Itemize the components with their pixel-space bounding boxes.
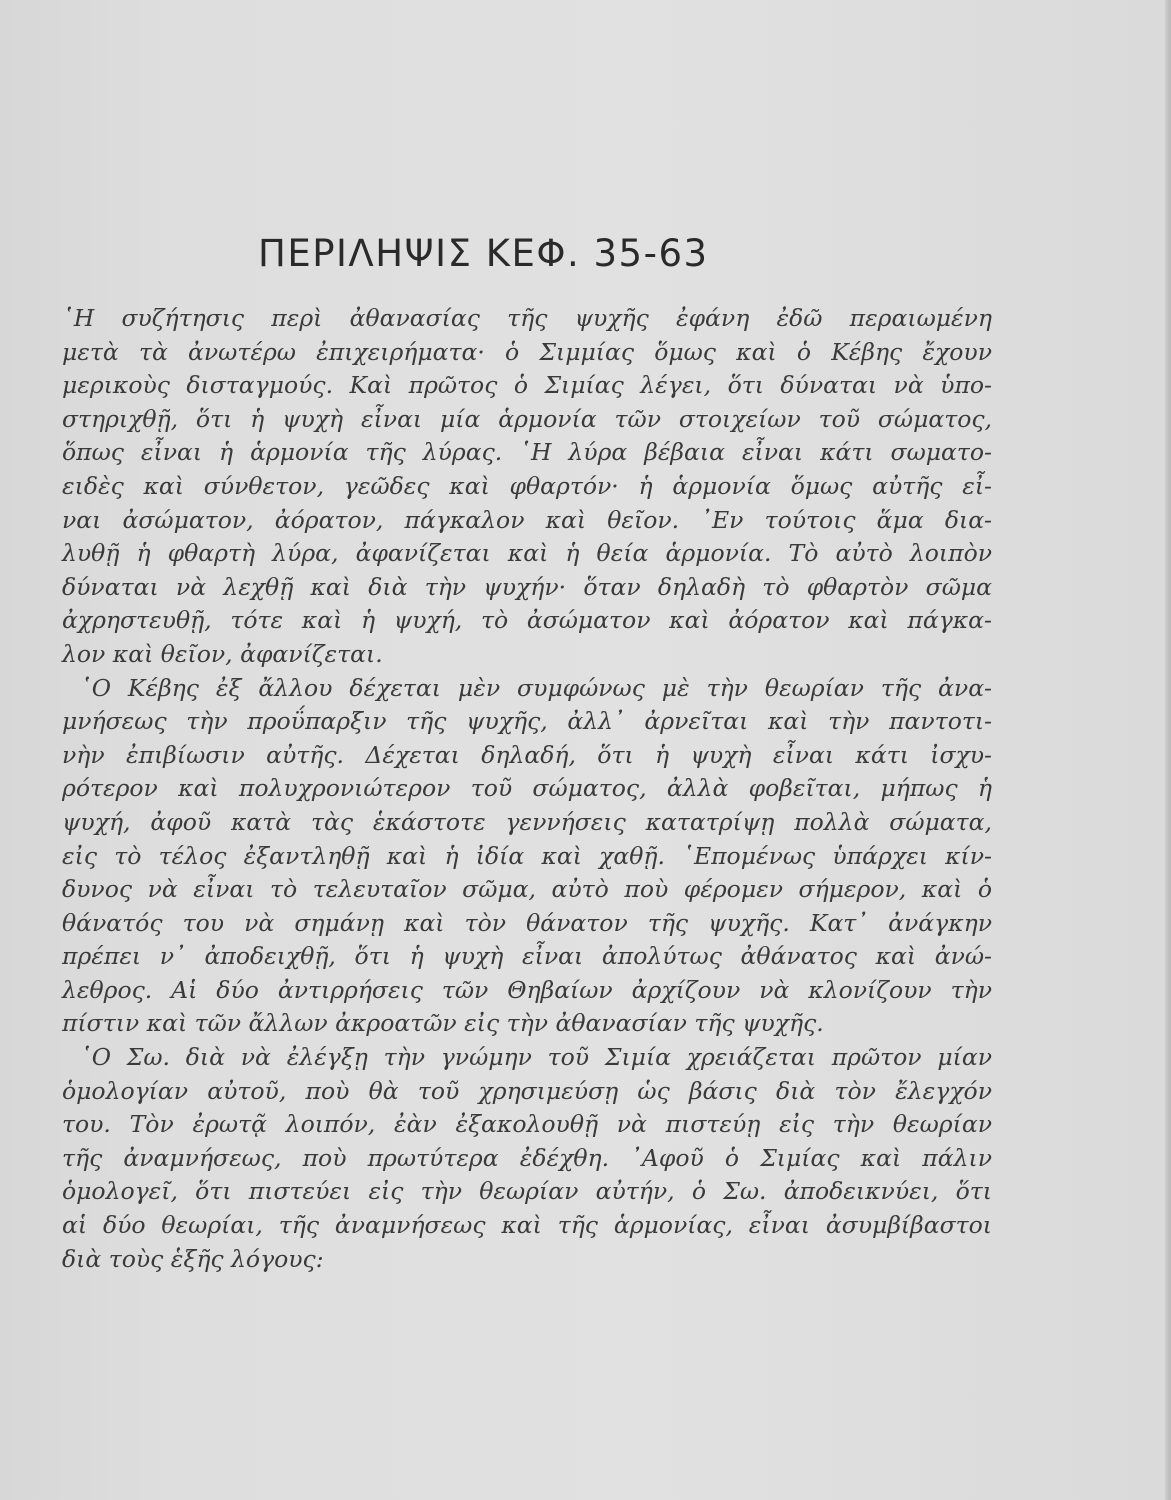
text-line: στηριχθῇ, ὅτι ἡ ψυχὴ εἶναι μία ἁρμονία τῶν στοιχείων τοῦ σώματος,: [62, 404, 992, 433]
text-line: ὁμολογεῖ, ὅτι πιστεύει εἰς τὴν θεωρίαν αὐτήν, ὁ Σω. ἀποδεικνύει, ὅτι: [62, 1177, 992, 1206]
text-line: τῆς ἀναμνήσεως, ποὺ πρωτύτερα ἐδέχθη. ᾿Αφοῦ ὁ Σιμίας καὶ πάλιν: [62, 1143, 992, 1172]
text-line: του. Τὸν ἐρωτᾷ λοιπόν, ἐὰν ἐξακολουθῇ νὰ πιστεύῃ εἰς τὴν θεωρίαν: [62, 1110, 992, 1139]
page-edge: [1165, 0, 1171, 1500]
text-line: λυθῇ ἡ φθαρτὴ λύρα, ἀφανίζεται καὶ ἡ θεία ἁρμονία. Τὸ αὐτὸ λοιπὸν: [62, 539, 992, 568]
text-line: λεθρος. Αἱ δύο ἀντιρρήσεις τῶν Θηβαίων ἀρχίζουν νὰ κλονίζουν τὴν: [62, 975, 992, 1004]
text-line: ὅπως εἶναι ἡ ἁρμονία τῆς λύρας. ῾Η λύρα βέβαια εἶναι κάτι σωματο-: [62, 438, 992, 467]
text-line: ρότερον καὶ πολυχρονιώτερον τοῦ σώματος, ἀλλὰ φοβεῖται, μήπως ἡ: [62, 774, 992, 803]
text-line: ἀχρηστευθῇ, τότε καὶ ἡ ψυχή, τὸ ἀσώματον καὶ ἀόρατον καὶ πάγκα-: [62, 606, 992, 635]
text-line: αἱ δύο θεωρίαι, τῆς ἀναμνήσεως καὶ τῆς ἁρμονίας, εἶναι ἀσυμβίβαστοι: [62, 1211, 992, 1240]
text-line: μερικοὺς δισταγμούς. Καὶ πρῶτος ὁ Σιμίας λέγει, ὅτι δύναται νὰ ὑπο-: [62, 371, 992, 400]
text-line: πρέπει ν᾿ ἀποδειχθῇ, ὅτι ἡ ψυχὴ εἶναι ἀπολύτως ἀθάνατος καὶ ἀνώ-: [62, 942, 992, 971]
text-line: δυνος νὰ εἶναι τὸ τελευταῖον σῶμα, αὐτὸ ποὺ φέρομεν σήμερον, καὶ ὁ: [62, 875, 992, 904]
text-line: ὁμολογίαν αὐτοῦ, ποὺ θὰ τοῦ χρησιμεύσῃ ὡς βάσις διὰ τὸν ἔλεγχόν: [62, 1076, 992, 1105]
text-line: θάνατός του νὰ σημάνῃ καὶ τὸν θάνατον τῆς ψυχῆς. Κατ᾿ ἀνάγκην: [62, 908, 992, 937]
text-line: ῾Η συζήτησις περὶ ἀθανασίας τῆς ψυχῆς ἐφάνη ἐδῶ περαιωμένη: [62, 304, 992, 332]
body-text: [62, 302, 992, 1276]
text-line: ειδὲς καὶ σύνθετον, γεῶδες καὶ φθαρτόν· ἡ ἁρμονία ὅμως αὐτῆς εἶ-: [62, 471, 992, 500]
text-line: μετὰ τὰ ἀνωτέρω ἐπιχειρήματα· ὁ Σιμμίας ὅμως καὶ ὁ Κέβης ἔχουν: [62, 337, 992, 366]
text-line: λον καὶ θεῖον, ἀφανίζεται.: [62, 639, 383, 668]
text-line: εἰς τὸ τέλος ἐξαντληθῇ καὶ ἡ ἰδία καὶ χαθῇ. ῾Επομένως ὑπάρχει κίν-: [62, 841, 992, 870]
text-line: ῾Ο Κέβης ἐξ ἄλλου δέχεται μὲν συμφώνως μὲ τὴν θεωρίαν τῆς ἀνα-: [80, 673, 992, 702]
text-line: ῾Ο Σω. διὰ νὰ ἐλέγξῃ τὴν γνώμην τοῦ Σιμία χρειάζεται πρῶτον μίαν: [80, 1043, 992, 1072]
text-line: ναι ἀσώματον, ἀόρατον, πάγκαλον καὶ θεῖον. ᾿Εν τούτοις ἅμα δια-: [62, 505, 992, 534]
text-line: μνήσεως τὴν προΰπαρξιν τῆς ψυχῆς, ἀλλ᾿ ἀρνεῖται καὶ τὴν παντοτι-: [62, 707, 992, 736]
text-line: δύναται νὰ λεχθῇ καὶ διὰ τὴν ψυχήν· ὅταν δηλαδὴ τὸ φθαρτὸν σῶμα: [62, 572, 992, 601]
text-line: διὰ τοὺς ἑξῆς λόγους:: [62, 1244, 324, 1273]
text-line: ψυχή, ἀφοῦ κατὰ τὰς ἑκάστοτε γεννήσεις κατατρίψῃ πολλὰ σώματα,: [62, 807, 992, 836]
text-line: νὴν ἐπιβίωσιν αὐτῆς. Δέχεται δηλαδή, ὅτι ἡ ψυχὴ εἶναι κάτι ἰσχυ-: [62, 740, 992, 769]
page-title: ΠΕΡΙΛΗΨΙΣ ΚΕΦ. 35-63: [258, 232, 709, 275]
text-line: πίστιν καὶ τῶν ἄλλων ἀκροατῶν εἰς τὴν ἀθανασίαν τῆς ψυχῆς.: [62, 1009, 824, 1038]
